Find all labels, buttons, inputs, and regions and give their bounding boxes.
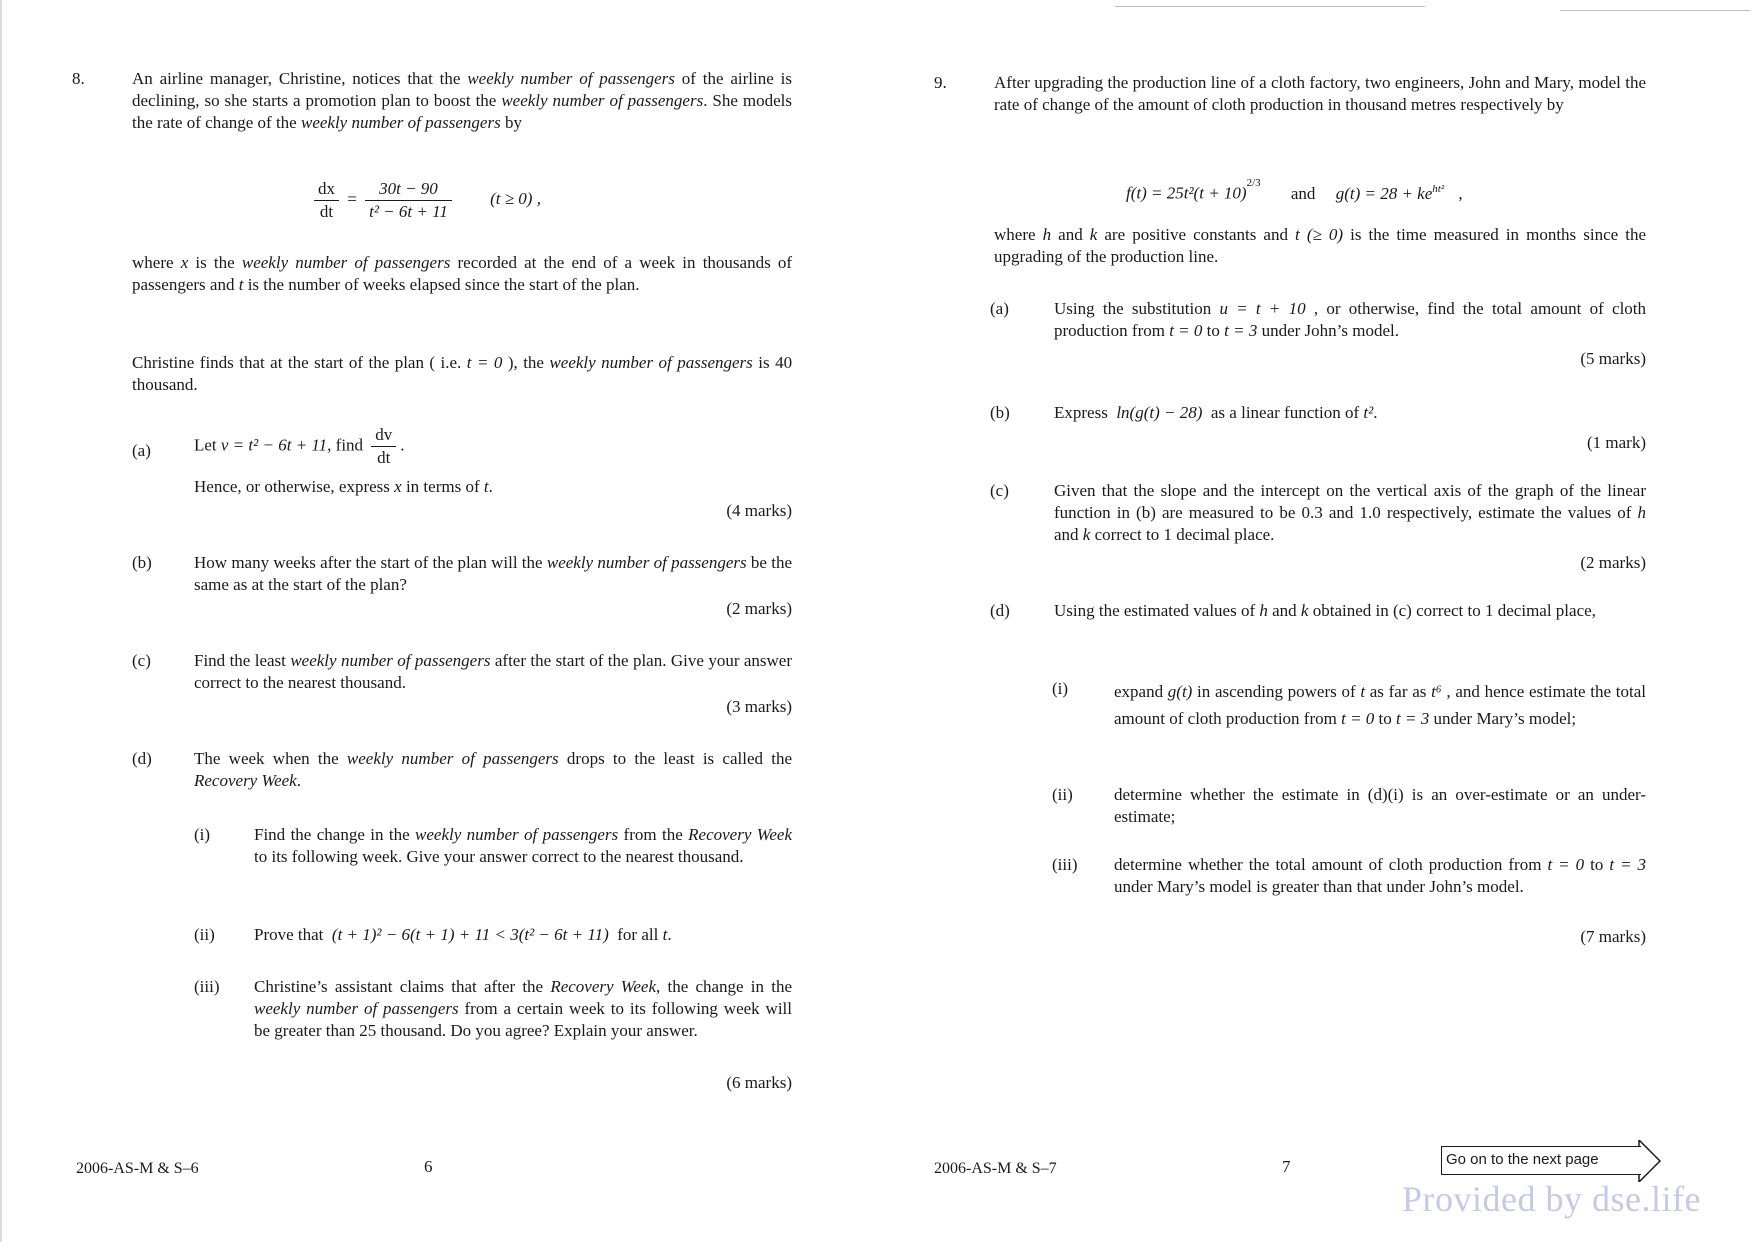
part-d-text: Using the estimated values of h and k obtained in (c) correct to 1 decimal place, xyxy=(1054,601,1596,620)
definitions-paragraph: where x is the weekly number of passengers recorded at the end of a week in thousands of passengers and t is the number of weeks elapsed since the start of the plan. xyxy=(132,253,793,294)
part-c-text: Given that the slope and the intercept on the vertical axis of the graph of the linear function in (b) are measured to be 0.3 and 1.0 respectively, estimate the values of h and k correct to 1 decimal place. xyxy=(1054,481,1647,544)
scan-edge xyxy=(0,0,2,1242)
part-c-marks: (2 marks) xyxy=(1580,553,1646,572)
question-intro: After upgrading the production line of a cloth factory, two engineers, John and Mary, model the rate of change of the amount of cloth production in thousand metres respectively by xyxy=(994,73,1646,114)
part-a-text: Using the substitution u = t + 10 , or otherwise, find the total amount of cloth production from t = 0 to t = 3 under John’s model. xyxy=(1054,299,1647,340)
rate-equation: $\frac{dx}{dt}$ = $\frac{30t - 90}{\text{t² − 6t + 11}}$ (t ≥ 0) , xyxy=(310,178,541,223)
footer-page-number: 6 xyxy=(424,1157,433,1176)
question-intro: An airline manager, Christine, notices that the weekly number of passengers of the airline is declining, so she starts a promotion plan to boost the weekly number of passengers. She models the rate of change of the weekly number of passengers by xyxy=(132,69,792,132)
part-d-ii-label: (ii) xyxy=(1052,785,1073,804)
part-b-label: (b) xyxy=(990,403,1010,422)
part-d-text: The week when the weekly number of passengers drops to the least is called the Recovery Week. xyxy=(194,749,793,790)
part-b-marks: (1 mark) xyxy=(1586,433,1646,452)
arrow-right-icon xyxy=(1638,1140,1662,1182)
next-page-notice: Go on to the next page xyxy=(1441,1146,1641,1175)
footer-paper-code: 2006-AS-M & S–7 xyxy=(934,1160,1057,1177)
part-d-label: (d) xyxy=(990,601,1010,620)
part-c-label: (c) xyxy=(990,481,1009,500)
scan-artifact-line xyxy=(1560,10,1750,11)
part-b-text: How many weeks after the start of the plan will the weekly number of passengers be the same as at the start of the plan? xyxy=(194,553,792,594)
part-a-text-2: Hence, or otherwise, express x in terms of t. xyxy=(194,477,493,496)
part-c-text: Find the least weekly number of passengers after the start of the plan. Give your answer correct to the nearest thousand. xyxy=(194,651,793,692)
question-number: 8. xyxy=(72,69,85,88)
part-d-marks: (7 marks) xyxy=(1580,927,1646,946)
model-equations: $f(t) = 25t^2(t + 10)^{2/3}$ and $g(t) = 28 + ke^{ht^2}$ , xyxy=(1126,177,1463,203)
part-b-text: Express ln(g(t) − 28) as a linear function of t². xyxy=(1054,403,1378,422)
part-a-label: (a) xyxy=(132,441,151,460)
part-c-marks: (3 marks) xyxy=(726,697,792,716)
part-d-i-label: (i) xyxy=(194,825,211,844)
scan-artifact-line xyxy=(1115,6,1425,7)
definitions-paragraph: where h and k are positive constants and t (≥ 0) is the time measured in months since the upgrading of the production line. xyxy=(994,225,1646,266)
part-d-ii-text: determine whether the estimate in (d)(i) is an over-estimate or an under-estimate; xyxy=(1114,785,1646,826)
part-c-label: (c) xyxy=(132,651,151,670)
part-d-marks: (6 marks) xyxy=(726,1073,792,1092)
part-d-iii-label: (iii) xyxy=(1052,855,1078,874)
part-b-label: (b) xyxy=(132,553,152,572)
part-d-ii-text: Prove that (t + 1)² − 6(t + 1) + 11 < 3(t² − 6t + 11) for all t. xyxy=(254,925,672,944)
part-d-label: (d) xyxy=(132,749,152,768)
part-d-i-text: expand g(t) in ascending powers of t as far as t⁶ , and hence estimate the total amount of cloth production from t = 0 to t = 3 under Mary’s model; xyxy=(1114,682,1646,728)
part-a-text: Let v = t² − 6t + 11, find $\frac{dv}{dt}$ . xyxy=(194,425,405,467)
part-d-i-label: (i) xyxy=(1052,679,1069,698)
part-a-marks: (5 marks) xyxy=(1580,349,1646,368)
part-b-marks: (2 marks) xyxy=(726,599,792,618)
footer-paper-code: 2006-AS-M & S–6 xyxy=(76,1160,199,1177)
part-d-ii-label: (ii) xyxy=(194,925,215,944)
part-a-label: (a) xyxy=(990,299,1009,318)
question-number: 9. xyxy=(934,73,947,92)
footer-page-number: 7 xyxy=(1282,1157,1291,1176)
part-d-iii-label: (iii) xyxy=(194,977,220,996)
part-d-i-text: Find the change in the weekly number of passengers from the Recovery Week to its following week. Give your answer correct to the nearest thousand. xyxy=(254,825,792,866)
part-a-marks: (4 marks) xyxy=(726,501,792,520)
part-d-iii-text: Christine’s assistant claims that after the Recovery Week, the change in the weekly number of passengers from a certain week to its following week will be greater than 25 thousand. Do you agree? Explain your answer. xyxy=(254,977,793,1040)
part-d-iii-text: determine whether the total amount of cloth production from t = 0 to t = 3 under Mary’s model is greater than that under John’s model. xyxy=(1114,855,1647,896)
initial-condition-paragraph: Christine finds that at the start of the plan ( i.e. t = 0 ), the weekly number of passengers is 40 thousand. xyxy=(132,353,793,394)
watermark: Provided by dse.life xyxy=(1402,1179,1701,1219)
